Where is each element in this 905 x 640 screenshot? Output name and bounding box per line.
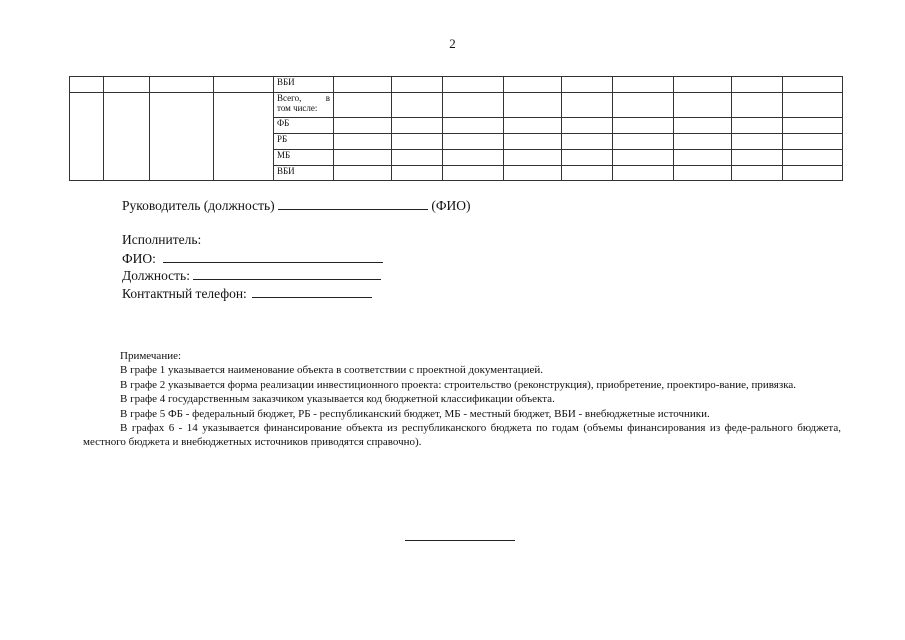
fio-blank[interactable]	[163, 250, 383, 263]
row-label: МБ	[274, 150, 334, 166]
note-item: В графах 6 - 14 указывается финансирование объекта из республиканского бюджета по годам (объемы финансирования из феде-рального бюджета, местного бюджета и внебюджетных источников приводятся справочно).	[83, 422, 841, 449]
end-divider	[405, 540, 515, 541]
note-item: В графе 2 указывается форма реализации инвестиционного проекта: строительство (реконструкция), приобретение, проектиро-вание, привязка.	[120, 378, 797, 391]
position-field-blank[interactable]	[193, 267, 381, 280]
row-label: ФБ	[274, 118, 334, 134]
executor-phone-line: Контактный телефон:	[122, 285, 372, 302]
executor-label: Исполнитель:	[122, 232, 202, 247]
position-blank[interactable]	[278, 197, 428, 210]
row-label: РБ	[274, 134, 334, 150]
head-signature-line: Руководитель (должность) (ФИО)	[122, 198, 471, 213]
table-row	[70, 93, 843, 118]
executor-fio-line: ФИО:	[122, 250, 383, 267]
note-item: В графе 5 ФБ - федеральный бюджет, РБ - республиканский бюджет, МБ - местный бюджет, ВБИ - внебюджетные источники.	[120, 407, 710, 420]
notes-title: Примечание:	[120, 350, 182, 362]
row-label-total: Всего, в том числе:	[274, 93, 334, 118]
financing-table	[69, 76, 843, 181]
notes-section	[83, 349, 841, 450]
table-row	[70, 77, 843, 93]
page-number: 2	[449, 36, 456, 51]
note-item: В графе 1 указывается наименование объекта в соответствии с проектной документацией.	[120, 364, 544, 377]
executor-position-line: Должность:	[122, 267, 381, 284]
phone-blank[interactable]	[252, 285, 372, 298]
row-label: ВБИ	[274, 166, 334, 181]
note-item: В графе 4 государственным заказчиком указывается код бюджетной классификации объекта.	[120, 393, 555, 406]
row-label: ВБИ	[274, 77, 334, 93]
